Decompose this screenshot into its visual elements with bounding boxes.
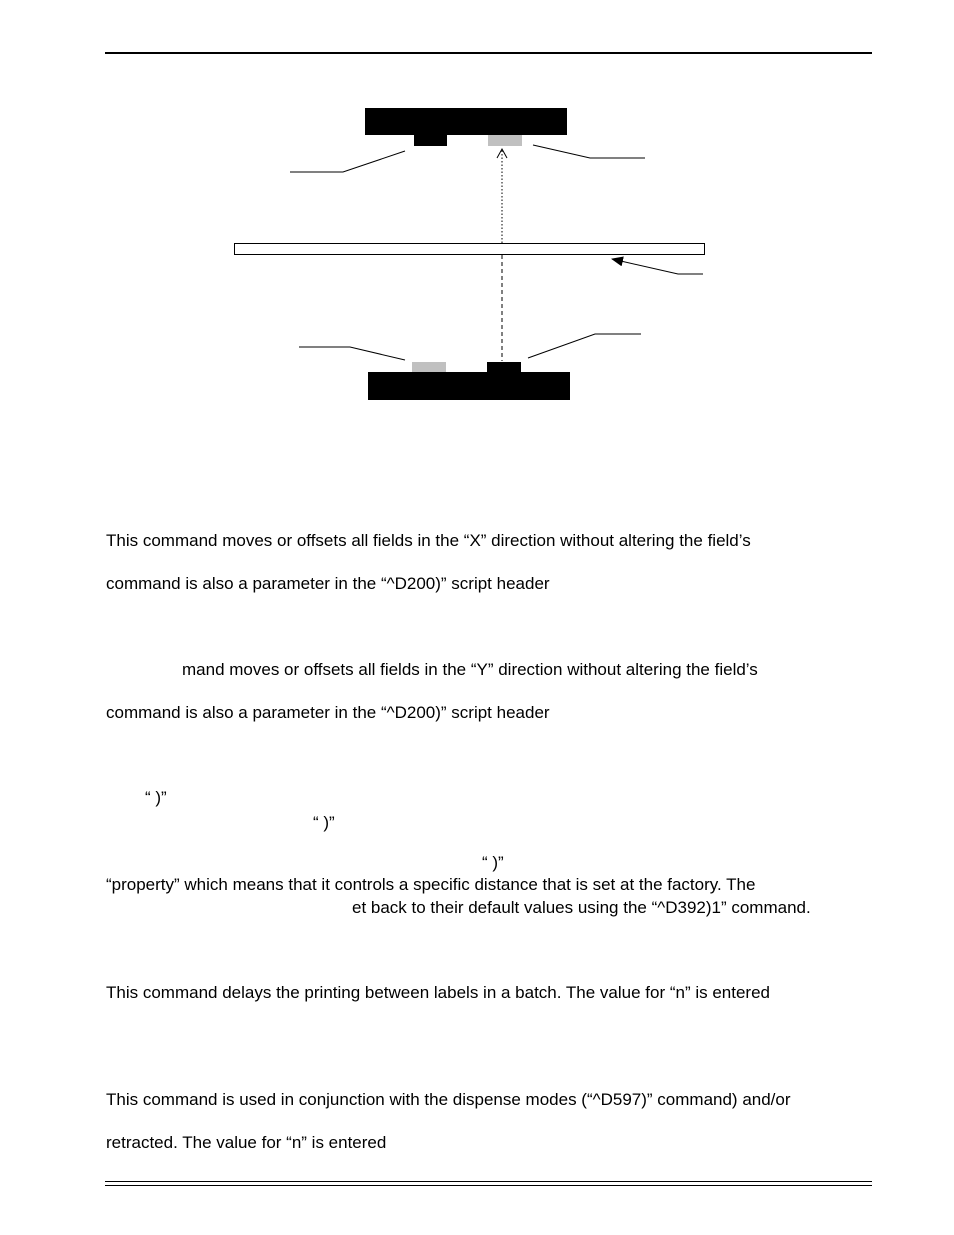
paragraph-property-line2: et back to their default values using the “^D392)1” command. [352,898,811,917]
paragraph-y-offset-line2: command is also a parameter in the “^D200)” script header [106,703,550,722]
upper-right-sensor [488,135,522,146]
leader-line-upper-right [533,145,645,158]
quote-fragment-3: “ )” [482,853,504,872]
lower-right-sensor [487,362,521,372]
leader-line-upper-left [290,151,405,172]
paragraph-dispense-line1: This command is used in conjunction with the dispense modes (“^D597)” command) and/or [106,1090,791,1109]
paragraph-x-offset-line2: command is also a parameter in the “^D200)” script header [106,574,550,593]
paragraph-property-line1: “property” which means that it controls a specific distance that is set at the factory. The [106,875,756,894]
beam-arrow-icon [497,149,507,158]
leader-line-lower-right [528,334,641,358]
lower-sensor-block [368,372,570,400]
upper-sensor-block [365,108,567,135]
quote-fragment-1: “ )” [145,788,167,807]
upper-left-sensor [414,135,447,146]
label-media-strip [235,244,705,255]
quote-fragment-2: “ )” [313,813,335,832]
paragraph-dispense-line2: retracted. The value for “n” is entered [106,1133,387,1152]
leader-line-media [612,259,703,274]
paragraph-batch-delay: This command delays the printing between labels in a batch. The value for “n” is entered [106,983,770,1002]
footer-rule [105,1181,872,1182]
lower-left-sensor [412,362,446,372]
paragraph-x-offset-line1: This command moves or offsets all fields in the “X” direction without altering the field’s [106,531,751,550]
paragraph-y-offset-line1: mand moves or offsets all fields in the “Y” direction without altering the field’s [182,660,758,679]
leader-line-lower-left [299,347,405,360]
sensor-diagram [0,0,954,430]
footer-rule-secondary [105,1185,872,1186]
